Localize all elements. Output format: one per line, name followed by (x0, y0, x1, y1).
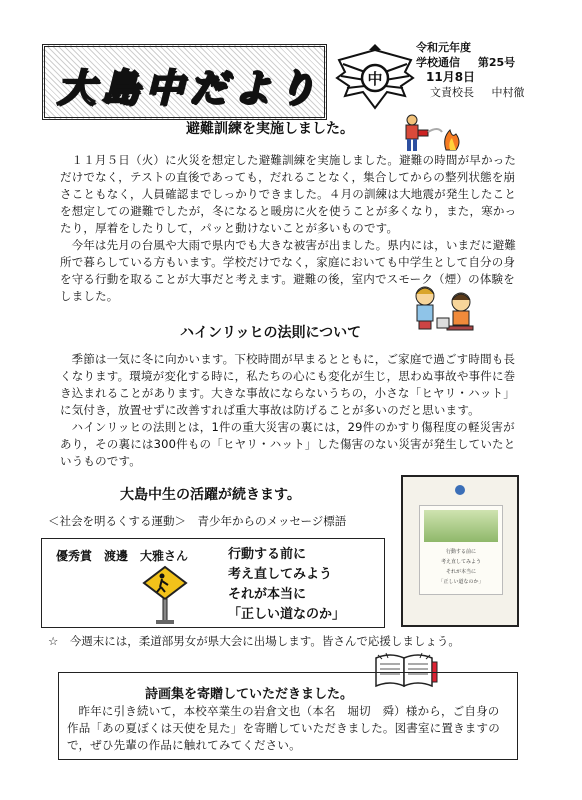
svg-text:中: 中 (367, 70, 383, 88)
heinrich-paragraph-1: 季節は一気に冬に向かいます。下校時間が早まるとともに，ご家庭で過ごす時間も長くなります。環境が変化する時に，私たちの心にも変化が生じ，思わぬ事故や事件に巻き込まれることがあります。大きな事故にならないうちの，小さな「ヒヤリ・ハット」に気付き，放置せずに改善すれば重大事故は防げることが多いのだと思います。 (60, 352, 516, 417)
award-box (41, 538, 385, 628)
issue-number: 第25号 (477, 56, 516, 69)
slogan-line-2: 考え直してみよう (228, 567, 333, 582)
poster-image (424, 510, 498, 542)
newsletter-title: 大島中だより (57, 66, 322, 110)
poster-emblem-icon (455, 485, 465, 495)
slogan-campaign-subheading: ＜社会を明るくする運動＞ 青少年からのメッセージ標語 (48, 514, 347, 528)
slogan-line-4: 「正しい道なのか」 (228, 607, 346, 622)
evacuation-drill-heading: 避難訓練を実施しました。 (186, 121, 354, 137)
poetry-donation-box (58, 672, 518, 760)
principal-name: 中村徹 (491, 86, 525, 99)
heinrich-law-heading: ハインリッヒの法則について (180, 325, 362, 341)
pedestrian-sign-icon (142, 565, 188, 625)
slogan-text (228, 545, 345, 625)
slogan-line-1: 行動する前に (228, 547, 307, 562)
children-playing-illustration-icon (405, 282, 487, 342)
title-banner (42, 44, 327, 120)
evacuation-paragraph-1: １１月５日（火）に火災を想定した避難訓練を実施しました。避難の時間が早かっただけでなく，テストの直後であっても，だれることなく，集合してからの整列状態を崩さこともなく，人員確認までしっかりできました。４月の訓練は大地震が発生したことを想定しての避難でしたが，冬になると暖房に火を使うことが多くなり，また，寒かったり，厚着をしたりして，パッと動けないことが多いものです。 (60, 153, 517, 235)
judo-club-note: ☆ 今週末には，柔道部男女が県大会に出場します。皆さんで応援しましょう。 (48, 634, 460, 648)
poster-line-1: 行動する前に (445, 549, 476, 555)
school-year: 令和元年度 (416, 41, 471, 54)
heinrich-law-body (60, 351, 523, 470)
issue-info (416, 40, 525, 100)
principal-role: 文責校長 (430, 86, 474, 99)
evacuation-paragraph-2: 今年は先月の台風や大雨で県内でも大きな被害が出ました。県内には，いまだに避難所で暮らしている方もいます。学校だけでなく，家庭においても中学生として自分の身を守る行動を取ることが大事だと考えます。避難の後，室内でスモーク（煙）の体験をしました。 (60, 238, 517, 303)
issue-label: 学校通信 (416, 56, 460, 69)
student-activities-heading: 大島中生の活躍が続きます。 (120, 487, 301, 503)
poster-line-4: 「正しい道なのか」 (438, 579, 484, 585)
slogan-line-3: それが本当に (228, 587, 307, 602)
fire-drill-illustration-icon (398, 112, 468, 156)
poster-line-2: 考え直してみよう (440, 559, 481, 565)
issue-date: 11月8日 (426, 70, 476, 84)
heinrich-paragraph-2: ハインリッヒの法則とは，1件の重大災害の裏には，29件のかすり傷程度の軽災害があり，その裏には300件もの「ヒヤリ・ハット」した傷害のない災害が発生していたというものです。 (60, 420, 516, 468)
award-winner: 優秀賞 渡邊 大雅さん (56, 549, 189, 563)
slogan-poster-photo (401, 475, 519, 627)
poetry-donation-body: 昨年に引き続いて，本校卒業生の岩倉文也（本名 堀切 舜）様から，ご自身の作品「あの夏ぼくは天使を見た」を寄贈していただきました。図書室に置きますので，ぜひ先輩の作品に触れてみてください。 (67, 704, 500, 752)
school-emblem-icon (335, 42, 415, 114)
poster-line-3: それが本当に (445, 569, 476, 575)
poetry-donation-heading: 詩画集を寄贈していただきました。 (145, 687, 354, 702)
poster-card (419, 505, 503, 595)
